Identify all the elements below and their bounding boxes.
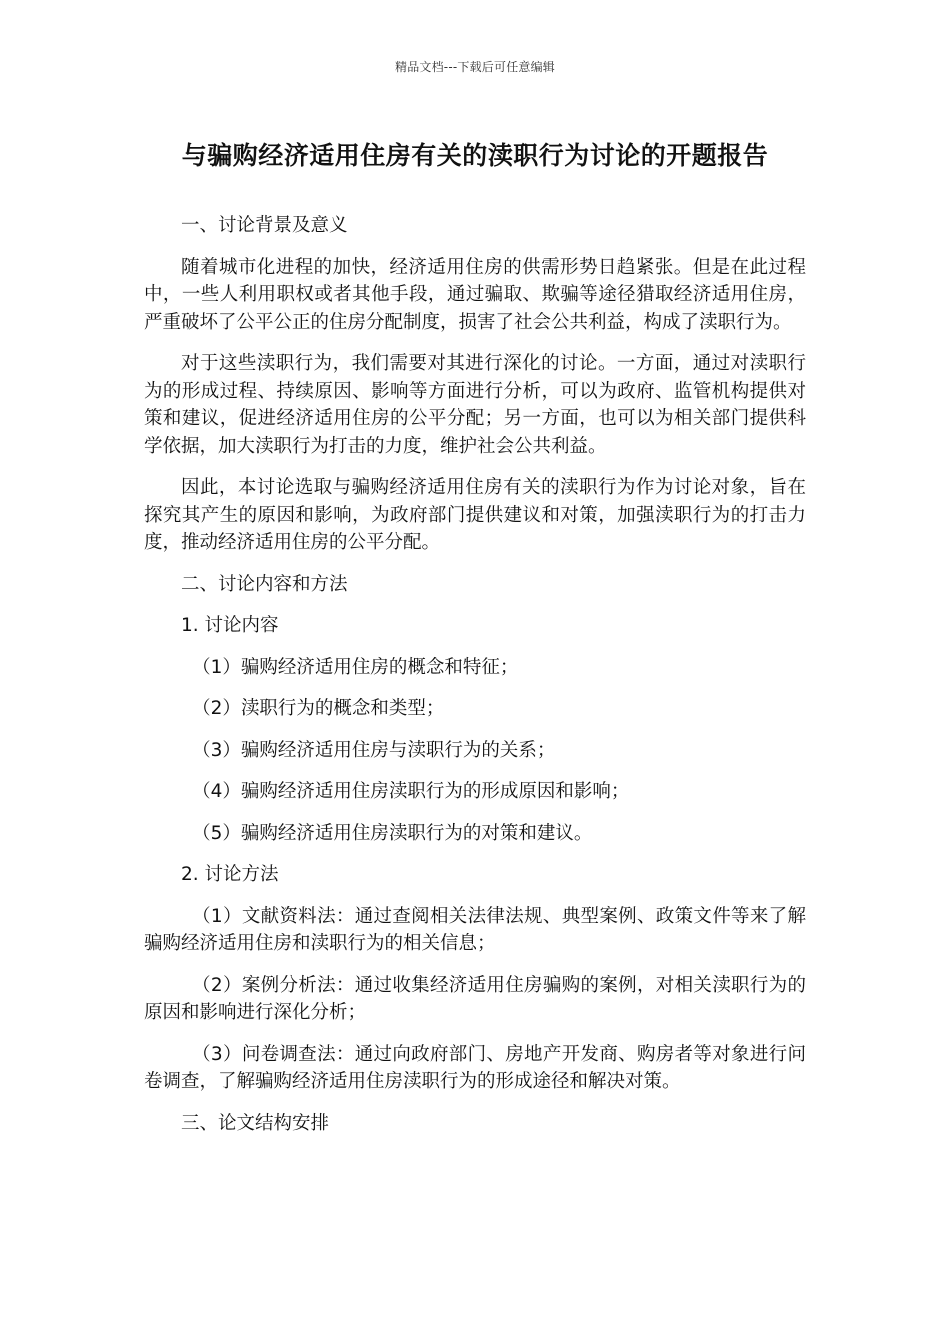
method-item: （3）问卷调查法：通过向政府部门、房地产开发商、购房者等对象进行问卷调查，了解骗购经济适用住房渎职行为的形成途径和解决对策。 — [144, 1043, 806, 1092]
paragraph: 随着城市化进程的加快，经济适用住房的供需形势日趋紧张。但是在此过程中，一些人利用职权或者其他手段，通过骗取、欺骗等途径猎取经济适用住房，严重破坏了公平公正的住房分配制度，损害了社会公共利益，构成了渎职行为。 — [144, 256, 806, 333]
section-heading-background: 一、讨论背景及意义 — [181, 215, 348, 236]
list-item: （4）骗购经济适用住房渎职行为的形成原因和影响； — [192, 781, 630, 802]
list-item: （3）骗购经济适用住房与渎职行为的关系； — [192, 739, 556, 761]
list-item: （1）骗购经济适用住房的概念和特征； — [192, 656, 519, 678]
header-note: 精品文档---下载后可任意编辑 — [395, 60, 555, 74]
section-heading-content-method: 二、讨论内容和方法 — [181, 573, 348, 595]
paragraph: 因此，本讨论选取与骗购经济适用住房有关的渎职行为作为讨论对象，旨在探究其产生的原因和影响，为政府部门提供建议和对策，加强渎职行为的打击力度，推动经济适用住房的公平分配。 — [144, 477, 806, 553]
document-title: 与骗购经济适用住房有关的渎职行为讨论的开题报告 — [181, 141, 769, 170]
method-item: （1）文献资料法：通过查阅相关法律法规、典型案例、政策文件等来了解骗购经济适用住房和渎职行为的相关信息； — [144, 905, 806, 954]
list-item: （2）渎职行为的概念和类型； — [192, 698, 445, 719]
section-heading-structure: 三、论文结构安排 — [181, 1112, 330, 1134]
subheading-content: 1. 讨论内容 — [181, 615, 279, 636]
paragraph: 对于这些渎职行为，我们需要对其进行深化的讨论。一方面，通过对渎职行为的形成过程、持续原因、影响等方面进行分析，可以为政府、监管机构提供对策和建议，促进经济适用住房的公平分配；另一方面，也可以为相关部门提供科学依据，加大渎职行为打击的力度，维护社会公共利益。 — [144, 353, 806, 457]
subheading-method: 2. 讨论方法 — [181, 864, 279, 885]
list-item: （5）骗购经济适用住房渎职行为的对策和建议。 — [192, 822, 593, 844]
document-body — [144, 212, 806, 1151]
method-item: （2）案例分析法：通过收集经济适用住房骗购的案例，对相关渎职行为的原因和影响进行深化分析； — [144, 974, 806, 1023]
